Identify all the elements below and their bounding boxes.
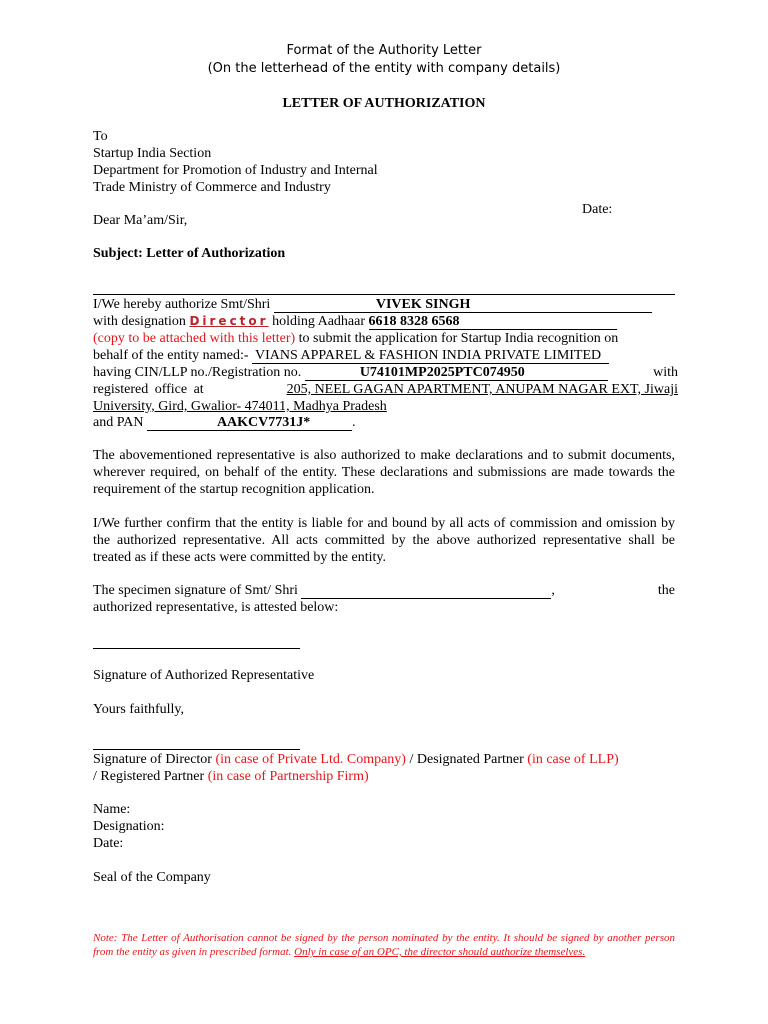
- name-label: Name:: [93, 802, 131, 817]
- representative-name-field[interactable]: VIVEK SINGH: [274, 297, 652, 313]
- paragraph-liability: I/We further confirm that the entity is liable for and bound by all acts of commission and omission by the authorized representative. All acts committed by the above authorized representative shall be treated as if these acts were committed by the entity.: [93, 516, 675, 565]
- auth-line-5: [93, 364, 678, 381]
- registered-partner-label: / Registered Partner: [93, 769, 205, 784]
- director-signature-line-1: [93, 751, 619, 768]
- specimen-line-2: authorized representative, is attested below:: [93, 600, 339, 615]
- entity-name-field[interactable]: VIANS APPAREL & FASHION INDIA PRIVATE LIMITED: [252, 348, 609, 364]
- designated-partner-label: / Designated Partner: [409, 752, 524, 767]
- paragraph-declarations: The abovementioned representative is also authorized to make declarations and to submit documents, wherever required, on behalf of the entity. These declarations and submissions are made towards the requirement of the startup recognition application.: [93, 448, 675, 497]
- auth-line-3: [93, 330, 678, 347]
- auth-line-6: [93, 381, 678, 398]
- specimen-line: [93, 582, 675, 599]
- address-line-3: Trade Ministry of Commerce and Industry: [93, 180, 331, 195]
- copy-attach-note: (copy to be attached with this letter): [93, 331, 296, 346]
- pan-field[interactable]: AAKCV7731J*: [147, 415, 352, 431]
- pan-label: and PAN: [93, 415, 144, 430]
- subject-line: Subject: Letter of Authorization: [93, 246, 286, 261]
- llp-note: (in case of LLP): [527, 752, 619, 767]
- address-field-2[interactable]: University, Gird, Gwalior- 474011, Madhya Pradesh: [93, 399, 387, 414]
- firm-note: (in case of Partnership Firm): [207, 769, 369, 784]
- separator-line: [93, 294, 675, 295]
- auth-line-8: [93, 414, 355, 431]
- specimen-name-field[interactable]: [301, 583, 551, 599]
- letterhead-note: (On the letterhead of the entity with company details): [207, 61, 561, 76]
- date-label: Date:: [582, 202, 613, 217]
- cin-field[interactable]: U74101MP2025PTC074950: [305, 365, 608, 381]
- yours-faithfully: Yours faithfully,: [93, 702, 185, 717]
- address-to: To: [93, 129, 108, 144]
- letter-title: LETTER OF AUTHORIZATION: [282, 96, 486, 111]
- pan-period: .: [351, 415, 356, 430]
- specimen-comma: ,: [551, 583, 555, 598]
- auth-line-1: [93, 296, 652, 313]
- footnote: [93, 931, 675, 959]
- address-line-2: Department for Promotion of Industry and Internal: [93, 163, 378, 178]
- director-signature-label: Signature of Director: [93, 752, 212, 767]
- footnote-main: Note: The Letter of Authorisation cannot be signed by the person nominated by the entity. It should be signed by another person from the entity as given in prescribed format.: [93, 932, 675, 958]
- specimen-intro: The specimen signature of Smt/ Shri: [93, 583, 298, 598]
- seal-label: Seal of the Company: [93, 870, 211, 885]
- rep-signature-line[interactable]: [93, 648, 300, 649]
- rep-signature-label: Signature of Authorized Representative: [93, 668, 315, 683]
- cin-label: having CIN/LLP no./Registration no.: [93, 365, 302, 380]
- holding-aadhaar-label: holding Aadhaar: [272, 314, 366, 329]
- address-line-1: Startup India Section: [93, 146, 212, 161]
- registered-office-label: registered office at: [93, 382, 204, 397]
- with-label: with: [653, 365, 678, 380]
- address-field-1[interactable]: 205, NEEL GAGAN APARTMENT, ANUPAM NAGAR EXT, Jiwaji: [286, 382, 678, 397]
- behalf-label: behalf of the entity named:-: [93, 348, 249, 363]
- date-signature-label: Date:: [93, 836, 124, 851]
- director-signature-line-2: [93, 768, 369, 785]
- footnote-opc: Only in case of an OPC, the director should authorize themselves.: [294, 946, 586, 958]
- specimen-the: the: [657, 583, 675, 598]
- designation-label: Designation:: [93, 819, 165, 834]
- with-designation-label: with designation: [93, 314, 186, 329]
- aadhaar-field[interactable]: 6618 8328 6568: [369, 314, 617, 330]
- director-signature-line[interactable]: [93, 749, 300, 750]
- auth-intro: I/We hereby authorize Smt/Shri: [93, 297, 271, 312]
- format-heading: Format of the Authority Letter: [286, 43, 482, 58]
- auth-line-2: [93, 313, 617, 330]
- designation-field[interactable]: Director: [189, 314, 269, 328]
- pvt-ltd-note: (in case of Private Ltd. Company): [215, 752, 406, 767]
- salutation: Dear Ma’am/Sir,: [93, 213, 188, 228]
- submit-text: to submit the application for Startup India recognition on: [298, 331, 619, 346]
- auth-line-4: [93, 347, 609, 364]
